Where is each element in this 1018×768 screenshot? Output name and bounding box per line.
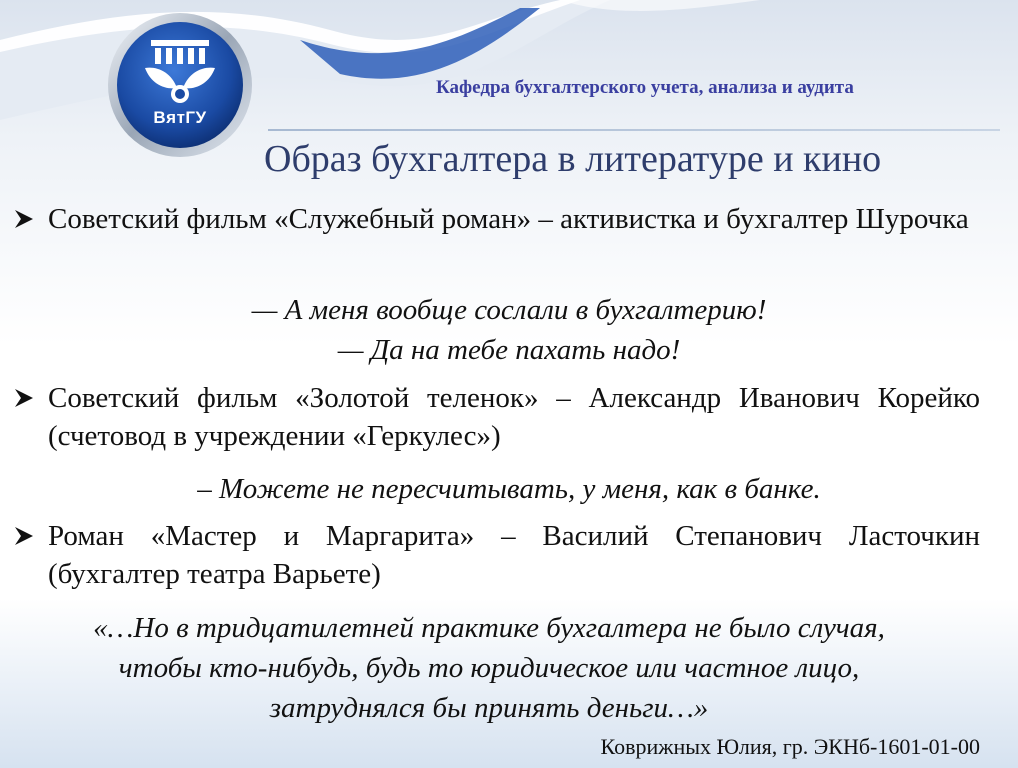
arrow-bullet-icon: [8, 200, 40, 238]
bullet-item: [8, 379, 980, 455]
quote-line: — А меня вообще сослали в бухгалтерию!: [251, 294, 767, 326]
quote-block: [0, 608, 998, 728]
quote-line: — Да на тебе пахать надо!: [337, 334, 681, 366]
title-divider: [268, 129, 1000, 131]
arrow-bullet-icon: [8, 517, 40, 555]
quote-block: [0, 469, 1018, 509]
author-footer: Коврижных Юлия, гр. ЭКНб-1601-01-00: [600, 734, 980, 759]
quote-line: – Можете не пересчитывать, у меня, как в банке.: [197, 473, 821, 505]
quote-block: [0, 290, 1018, 370]
bullet-text: Советский фильм «Золотой теленок» – Александр Иванович Корейко (счетовод в учреждении «Геркулес»): [48, 382, 980, 452]
bullet-text: Советский фильм «Служебный роман» – активистка и бухгалтер Шурочка: [48, 203, 969, 235]
quote-line: чтобы кто-нибудь, будь то юридическое или частное лицо,: [118, 652, 860, 684]
slide-title: Образ бухгалтера в литературе и кино: [264, 138, 882, 180]
logo-text: ВятГУ: [153, 108, 207, 127]
quote-line: «…Но в тридцатилетней практике бухгалтера не было случая,: [93, 612, 885, 644]
department-name: Кафедра бухгалтерского учета, анализа и аудита: [436, 77, 854, 98]
quote-line: затруднялся бы принять деньги…»: [269, 692, 709, 724]
bullet-item: [8, 200, 980, 238]
university-logo: [105, 10, 255, 160]
arrow-bullet-icon: [8, 379, 40, 417]
bullet-item: [8, 517, 980, 593]
bullet-text: Роман «Мастер и Маргарита» – Василий Степанович Ласточкин (бухгалтер театра Варьете): [48, 520, 980, 590]
university-logo-icon: [105, 10, 255, 160]
